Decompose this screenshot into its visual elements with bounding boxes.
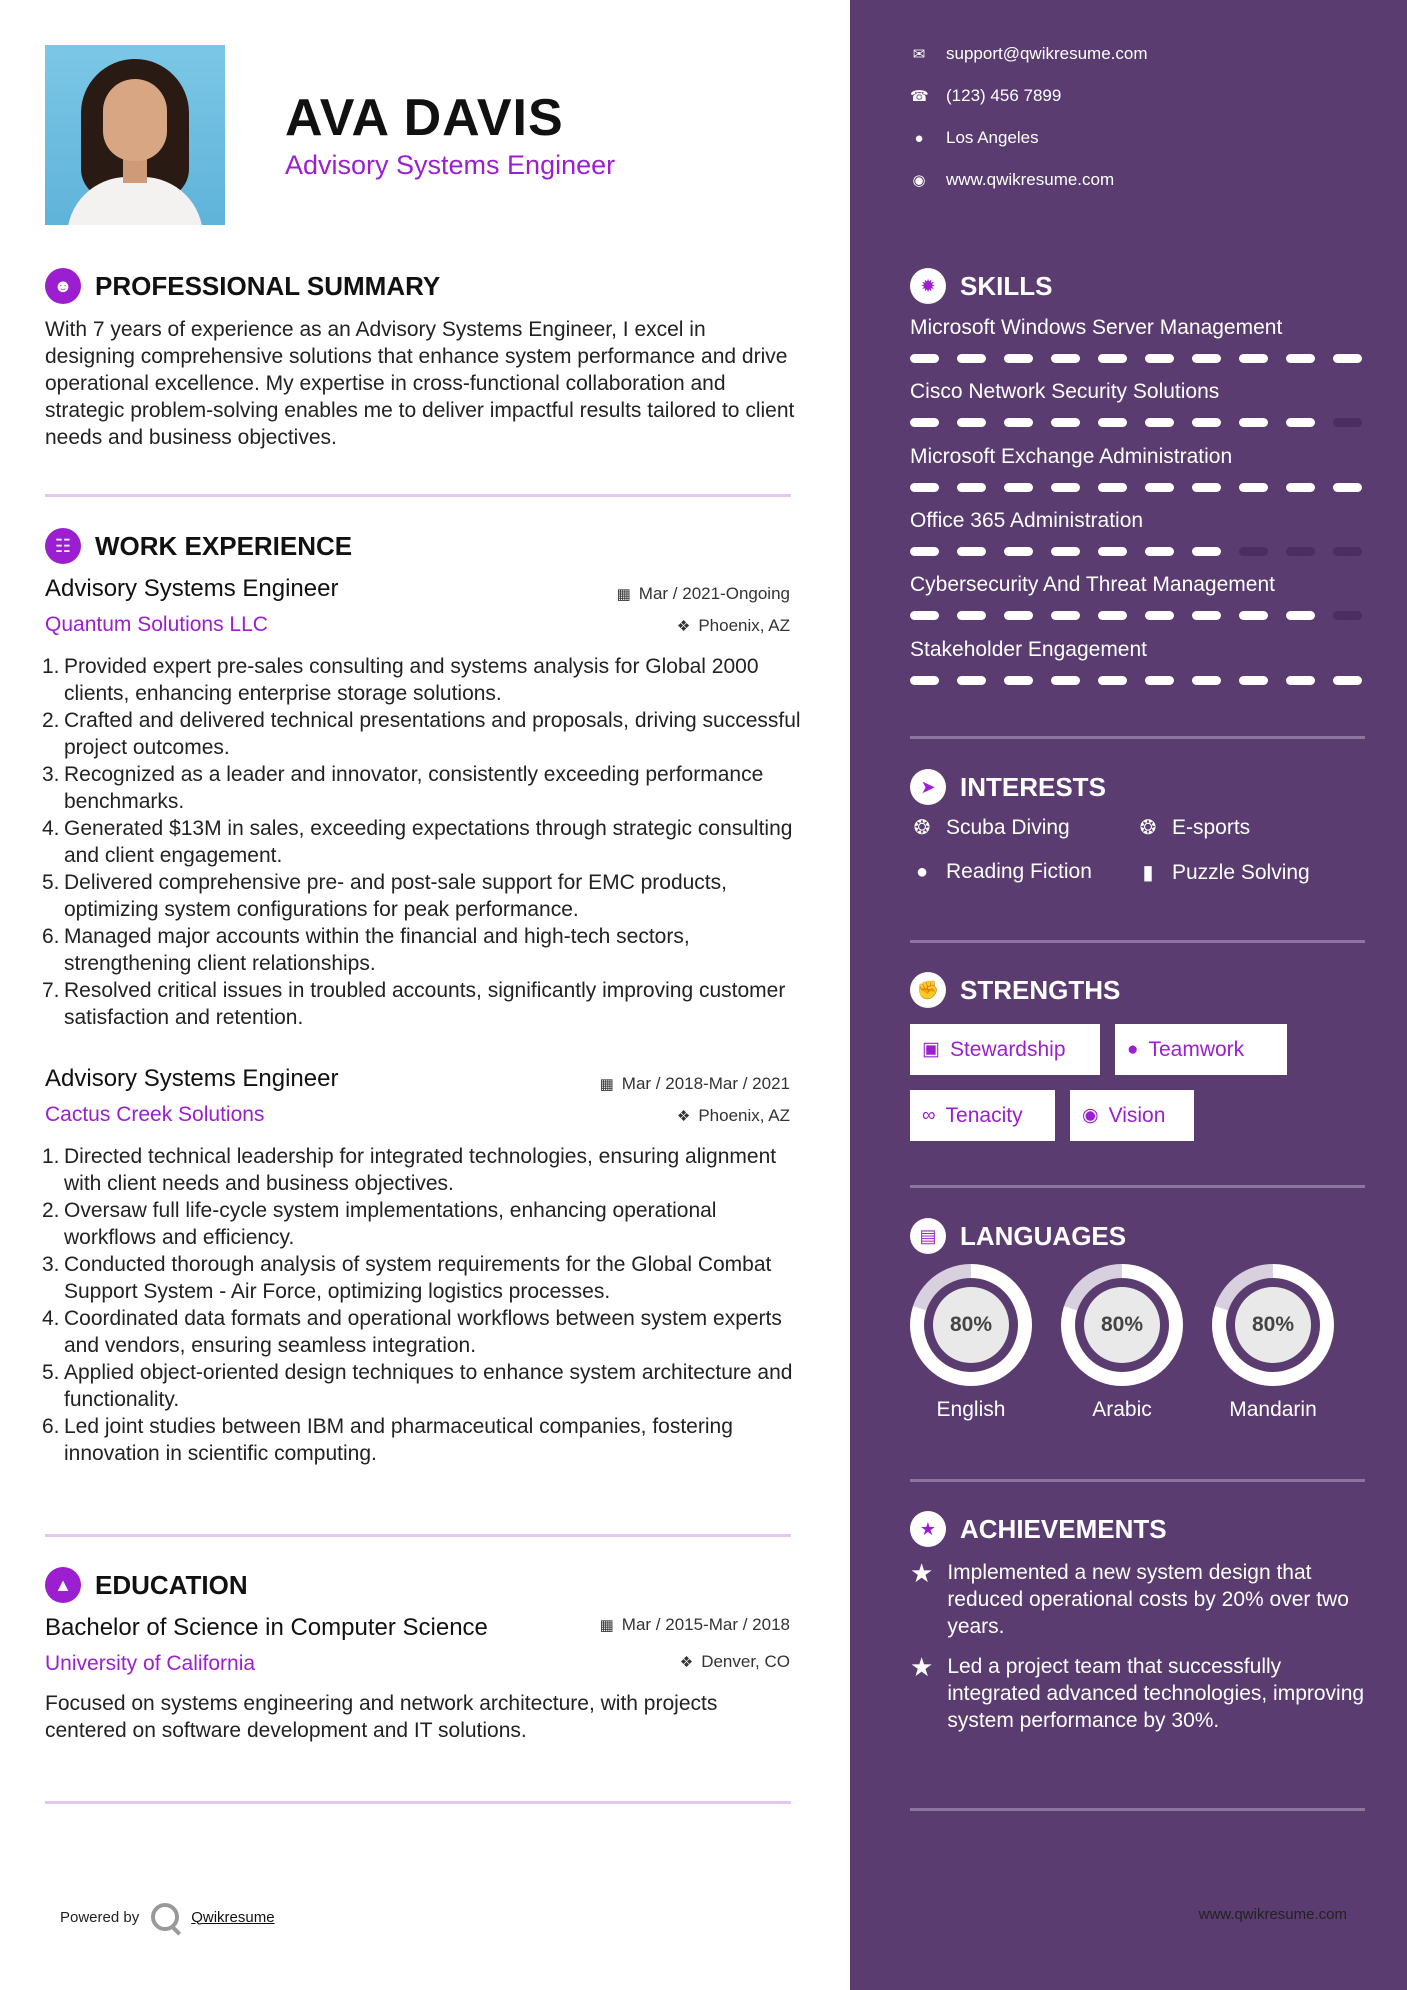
job-bullets bbox=[42, 653, 805, 1031]
list-item: 1. Directed technical leadership for integrated technologies, ensuring alignment with client needs and business objectives. bbox=[42, 1145, 777, 1195]
skill-level-segment bbox=[1192, 611, 1221, 620]
skill-level-segment bbox=[1004, 483, 1033, 492]
calendar-icon: ▦ bbox=[616, 586, 631, 603]
skill-level-segment bbox=[910, 676, 939, 685]
strength-badge: ● Teamwork bbox=[1115, 1024, 1287, 1075]
skill-level-bar bbox=[910, 418, 1365, 427]
language-percent: 80% bbox=[933, 1287, 1009, 1363]
divider bbox=[910, 1185, 1365, 1188]
skill-level-segment bbox=[1192, 418, 1221, 427]
list-item: 7. Resolved critical issues in troubled accounts, significantly improving customer satisfaction and retention. bbox=[42, 979, 786, 1029]
job-dates: ▦ Mar / 2021-Ongoing bbox=[616, 584, 790, 603]
star-icon: ★ bbox=[910, 1652, 934, 1682]
paper-plane-icon: ➤ bbox=[910, 769, 946, 805]
skill-level-segment bbox=[1098, 611, 1127, 620]
skill-level-bar bbox=[910, 483, 1365, 492]
summary-header bbox=[45, 268, 440, 304]
skill-level-segment bbox=[1004, 547, 1033, 556]
skill-level-segment bbox=[1051, 676, 1080, 685]
skill-level-bar bbox=[910, 354, 1365, 363]
skill-level-segment bbox=[1051, 547, 1080, 556]
divider bbox=[45, 494, 791, 497]
divider bbox=[910, 1479, 1365, 1482]
candidate-name: AVA DAVIS bbox=[285, 89, 564, 147]
experience-header bbox=[45, 528, 352, 564]
qwikresume-logo-icon bbox=[151, 1903, 179, 1931]
list-item: 3. Recognized as a leader and innovator, consistently exceeding performance benchmarks. bbox=[42, 763, 764, 813]
skill-level-segment bbox=[1051, 483, 1080, 492]
lightbulb-icon: ✹ bbox=[910, 268, 946, 304]
strength-badge: ∞ Tenacity bbox=[910, 1090, 1055, 1141]
skill-name: Microsoft Windows Server Management bbox=[910, 316, 1283, 339]
language-percent: 80% bbox=[1084, 1287, 1160, 1363]
list-item: 4. Coordinated data formats and operational workflows between system experts and vendors, ensuring seamless integration. bbox=[42, 1307, 782, 1357]
skill-level-segment bbox=[1192, 676, 1221, 685]
education-location: ❖ Denver, CO bbox=[679, 1652, 790, 1671]
skill-level-segment bbox=[1098, 354, 1127, 363]
education-dates: ▦ Mar / 2015-Mar / 2018 bbox=[599, 1615, 790, 1634]
language-name: Mandarin bbox=[1229, 1398, 1317, 1421]
skill-level-segment bbox=[1286, 354, 1315, 363]
sidebar bbox=[850, 0, 1407, 1990]
skill-name: Stakeholder Engagement bbox=[910, 638, 1147, 661]
skill-level-segment bbox=[957, 354, 986, 363]
list-item: 4. Generated $13M in sales, exceeding expectations through strategic consulting and client engagement. bbox=[42, 817, 793, 867]
job-bullets bbox=[42, 1143, 805, 1467]
contact-email[interactable]: ✉ support@qwikresume.com bbox=[910, 44, 1148, 64]
language-item bbox=[910, 1264, 1032, 1422]
skill-level-segment bbox=[1333, 418, 1362, 427]
strength-badge: ◉ Vision bbox=[1070, 1090, 1194, 1141]
skill-level-bar bbox=[910, 611, 1365, 620]
skill-item bbox=[910, 445, 1365, 492]
star-icon: ★ bbox=[910, 1511, 946, 1547]
skill-level-segment bbox=[1145, 354, 1174, 363]
skill-name: Office 365 Administration bbox=[910, 509, 1144, 532]
education-text: Focused on systems engineering and network architecture, with projects centered on software development and IT solutions. bbox=[45, 1692, 718, 1742]
skill-level-segment bbox=[1286, 547, 1315, 556]
job-location: ❖ Phoenix, AZ bbox=[676, 1106, 790, 1125]
skill-level-segment bbox=[1286, 418, 1315, 427]
skill-item bbox=[910, 573, 1365, 620]
skill-name: Microsoft Exchange Administration bbox=[910, 445, 1233, 468]
list-item: 5. Applied object-oriented design techniques to enhance system architecture and functionality. bbox=[42, 1361, 793, 1411]
binoculars-icon: ◉ bbox=[1082, 1105, 1099, 1126]
skill-level-segment bbox=[1004, 611, 1033, 620]
experience-heading: WORK EXPERIENCE bbox=[95, 530, 353, 561]
skill-level-segment bbox=[1239, 354, 1268, 363]
language-item bbox=[1212, 1264, 1334, 1422]
skill-name: Cisco Network Security Solutions bbox=[910, 380, 1220, 403]
skill-level-segment bbox=[1145, 611, 1174, 620]
skill-level-segment bbox=[1192, 547, 1221, 556]
skill-level-segment bbox=[1098, 483, 1127, 492]
qwikresume-link[interactable]: Qwikresume bbox=[191, 1908, 275, 1926]
interest-item: ● Reading Fiction bbox=[910, 860, 1092, 884]
skill-level-segment bbox=[1333, 611, 1362, 620]
skill-level-segment bbox=[1192, 483, 1221, 492]
candidate-title: Advisory Systems Engineer bbox=[285, 150, 616, 180]
fist-icon: ✊ bbox=[910, 972, 946, 1008]
interest-item: ▮ Puzzle Solving bbox=[1136, 860, 1310, 885]
skill-level-segment bbox=[1145, 418, 1174, 427]
summary-heading: PROFESSIONAL SUMMARY bbox=[95, 270, 441, 301]
job-title: Advisory Systems Engineer bbox=[45, 1065, 339, 1092]
skill-level-segment bbox=[1098, 676, 1127, 685]
users-icon: ● bbox=[1127, 1038, 1139, 1060]
book-icon: ▮ bbox=[1142, 862, 1154, 884]
list-item: 2. Crafted and delivered technical presentations and proposals, driving successful project outcomes. bbox=[42, 709, 801, 759]
skill-level-segment bbox=[910, 611, 939, 620]
powered-by bbox=[60, 1903, 275, 1931]
skill-level-bar bbox=[910, 547, 1365, 556]
powered-by-label: Powered by bbox=[60, 1908, 140, 1926]
skill-level-segment bbox=[910, 418, 939, 427]
skill-level-segment bbox=[1145, 547, 1174, 556]
skill-level-segment bbox=[910, 547, 939, 556]
star-icon: ★ bbox=[910, 1558, 934, 1588]
company-name: Cactus Creek Solutions bbox=[45, 1103, 265, 1126]
education-heading: EDUCATION bbox=[95, 1569, 248, 1600]
list-item: 2. Oversaw full life-cycle system implementations, enhancing operational workflows and efficiency. bbox=[42, 1199, 717, 1249]
language-ring bbox=[910, 1264, 1032, 1386]
divider bbox=[45, 1534, 791, 1537]
map-pin-icon: ● bbox=[914, 129, 924, 147]
strength-badge: ▣ Stewardship bbox=[910, 1024, 1100, 1075]
divider bbox=[910, 1808, 1365, 1811]
skill-level-segment bbox=[910, 483, 939, 492]
calendar-icon: ▦ bbox=[599, 1617, 614, 1634]
achievements-heading: ACHIEVEMENTS bbox=[960, 1513, 1167, 1544]
skill-level-segment bbox=[1145, 483, 1174, 492]
divider bbox=[910, 940, 1365, 943]
summary-text: With 7 years of experience as an Advisory Systems Engineer, I excel in designing comprehensive solutions that enhance system performance and drive operational excellence. My expertise in cross-functional collaboration and strategic problem-solving enables me to deliver impactful results tailored to client needs and business objectives. bbox=[45, 318, 795, 449]
phone-icon: ☎ bbox=[910, 88, 929, 105]
divider bbox=[45, 1801, 791, 1804]
skills-header bbox=[910, 268, 1052, 304]
pin-icon: ❖ bbox=[676, 618, 691, 635]
skill-level-segment bbox=[1333, 483, 1362, 492]
skill-level-segment bbox=[1192, 354, 1221, 363]
footer-website[interactable]: www.qwikresume.com bbox=[1198, 1906, 1347, 1923]
skill-level-segment bbox=[1239, 418, 1268, 427]
skill-item bbox=[910, 638, 1365, 685]
list-item: 3. Conducted thorough analysis of system requirements for the Global Combat Support System - Air Force, optimizing logistics processes. bbox=[42, 1253, 772, 1303]
user-icon: ☻ bbox=[45, 268, 81, 304]
skill-level-segment bbox=[957, 547, 986, 556]
skill-item bbox=[910, 380, 1365, 427]
language-ring bbox=[1212, 1264, 1334, 1386]
divider bbox=[910, 736, 1365, 739]
job-title: Advisory Systems Engineer bbox=[45, 575, 339, 602]
languages-header bbox=[910, 1218, 1126, 1254]
envelope-icon: ✉ bbox=[912, 46, 926, 63]
languages-heading: LANGUAGES bbox=[960, 1220, 1127, 1251]
list-item: 5. Delivered comprehensive pre- and post-sale support for EMC products, optimizing system configurations for peak performance. bbox=[42, 871, 727, 921]
contact-website[interactable]: ◉ www.qwikresume.com bbox=[910, 170, 1114, 190]
company-name: Quantum Solutions LLC bbox=[45, 613, 268, 636]
skill-level-segment bbox=[957, 676, 986, 685]
school-name: University of California bbox=[45, 1652, 256, 1675]
skills-heading: SKILLS bbox=[960, 270, 1053, 301]
language-icon: ▤ bbox=[910, 1218, 946, 1254]
skill-level-segment bbox=[957, 418, 986, 427]
link-icon: ∞ bbox=[922, 1104, 936, 1126]
skill-level-segment bbox=[1098, 418, 1127, 427]
education-header bbox=[45, 1567, 248, 1603]
profile-photo bbox=[45, 45, 225, 225]
graduation-icon: ▲ bbox=[45, 1567, 81, 1603]
gamepad-icon: ● bbox=[915, 860, 929, 883]
skill-level-segment bbox=[1239, 611, 1268, 620]
achievement-item: ★ Implemented a new system design that reduced operational costs by 20% over two years. bbox=[910, 1558, 1349, 1638]
skill-level-segment bbox=[1239, 483, 1268, 492]
skill-name: Cybersecurity And Threat Management bbox=[910, 573, 1275, 596]
skill-level-segment bbox=[1286, 676, 1315, 685]
briefcase-icon: ▣ bbox=[922, 1039, 940, 1060]
skill-level-bar bbox=[910, 676, 1365, 685]
skill-level-segment bbox=[1239, 547, 1268, 556]
skill-level-segment bbox=[1051, 611, 1080, 620]
skill-level-segment bbox=[957, 611, 986, 620]
skill-level-segment bbox=[910, 354, 939, 363]
skill-level-segment bbox=[1286, 611, 1315, 620]
language-item bbox=[1061, 1264, 1183, 1422]
lifebuoy-icon: ❂ bbox=[1139, 817, 1157, 839]
skill-level-segment bbox=[1333, 676, 1362, 685]
interest-item: ❂ E-sports bbox=[1136, 815, 1250, 840]
skill-level-segment bbox=[1004, 676, 1033, 685]
briefcase-icon: ☷ bbox=[45, 528, 81, 564]
interest-item: ❂ Scuba Diving bbox=[910, 815, 1070, 840]
list-item: 6. Led joint studies between IBM and pharmaceutical companies, fostering innovation in scientific computing. bbox=[42, 1415, 733, 1465]
skill-level-segment bbox=[1333, 354, 1362, 363]
skill-level-segment bbox=[1333, 547, 1362, 556]
skill-item bbox=[910, 509, 1365, 556]
pin-icon: ❖ bbox=[679, 1654, 694, 1671]
achievement-item: ★ Led a project team that successfully integrated advanced technologies, improving system performance by 30%. bbox=[910, 1652, 1365, 1732]
skill-level-segment bbox=[1051, 418, 1080, 427]
language-name: Arabic bbox=[1092, 1398, 1152, 1421]
skill-level-segment bbox=[1004, 354, 1033, 363]
achievements-header bbox=[910, 1511, 1167, 1547]
interests-header bbox=[910, 769, 1106, 805]
job-location: ❖ Phoenix, AZ bbox=[676, 616, 790, 635]
list-item: 1. Provided expert pre-sales consulting and systems analysis for Global 2000 clients, enhancing enterprise storage solutions. bbox=[42, 655, 759, 705]
skill-level-segment bbox=[957, 483, 986, 492]
skill-level-segment bbox=[1051, 354, 1080, 363]
list-item: 6. Managed major accounts within the financial and high-tech sectors, strengthening client relationships. bbox=[42, 925, 690, 975]
job-dates: ▦ Mar / 2018-Mar / 2021 bbox=[599, 1074, 790, 1093]
contact-location: ● Los Angeles bbox=[910, 128, 1039, 148]
language-ring bbox=[1061, 1264, 1183, 1386]
pin-icon: ❖ bbox=[676, 1108, 691, 1125]
interests-heading: INTERESTS bbox=[960, 771, 1106, 802]
calendar-icon: ▦ bbox=[599, 1076, 614, 1093]
skill-item bbox=[910, 316, 1365, 363]
skill-level-segment bbox=[1098, 547, 1127, 556]
strengths-header bbox=[910, 972, 1120, 1008]
skill-level-segment bbox=[1004, 418, 1033, 427]
language-percent: 80% bbox=[1235, 1287, 1311, 1363]
contact-phone[interactable]: ☎ (123) 456 7899 bbox=[910, 86, 1062, 105]
degree-title: Bachelor of Science in Computer Science bbox=[45, 1614, 488, 1641]
skill-level-segment bbox=[1145, 676, 1174, 685]
skill-level-segment bbox=[1286, 483, 1315, 492]
lifebuoy-icon: ❂ bbox=[913, 817, 931, 839]
strengths-heading: STRENGTHS bbox=[960, 974, 1121, 1005]
globe-icon: ◉ bbox=[912, 172, 926, 189]
skill-level-segment bbox=[1239, 676, 1268, 685]
language-name: English bbox=[936, 1398, 1006, 1421]
